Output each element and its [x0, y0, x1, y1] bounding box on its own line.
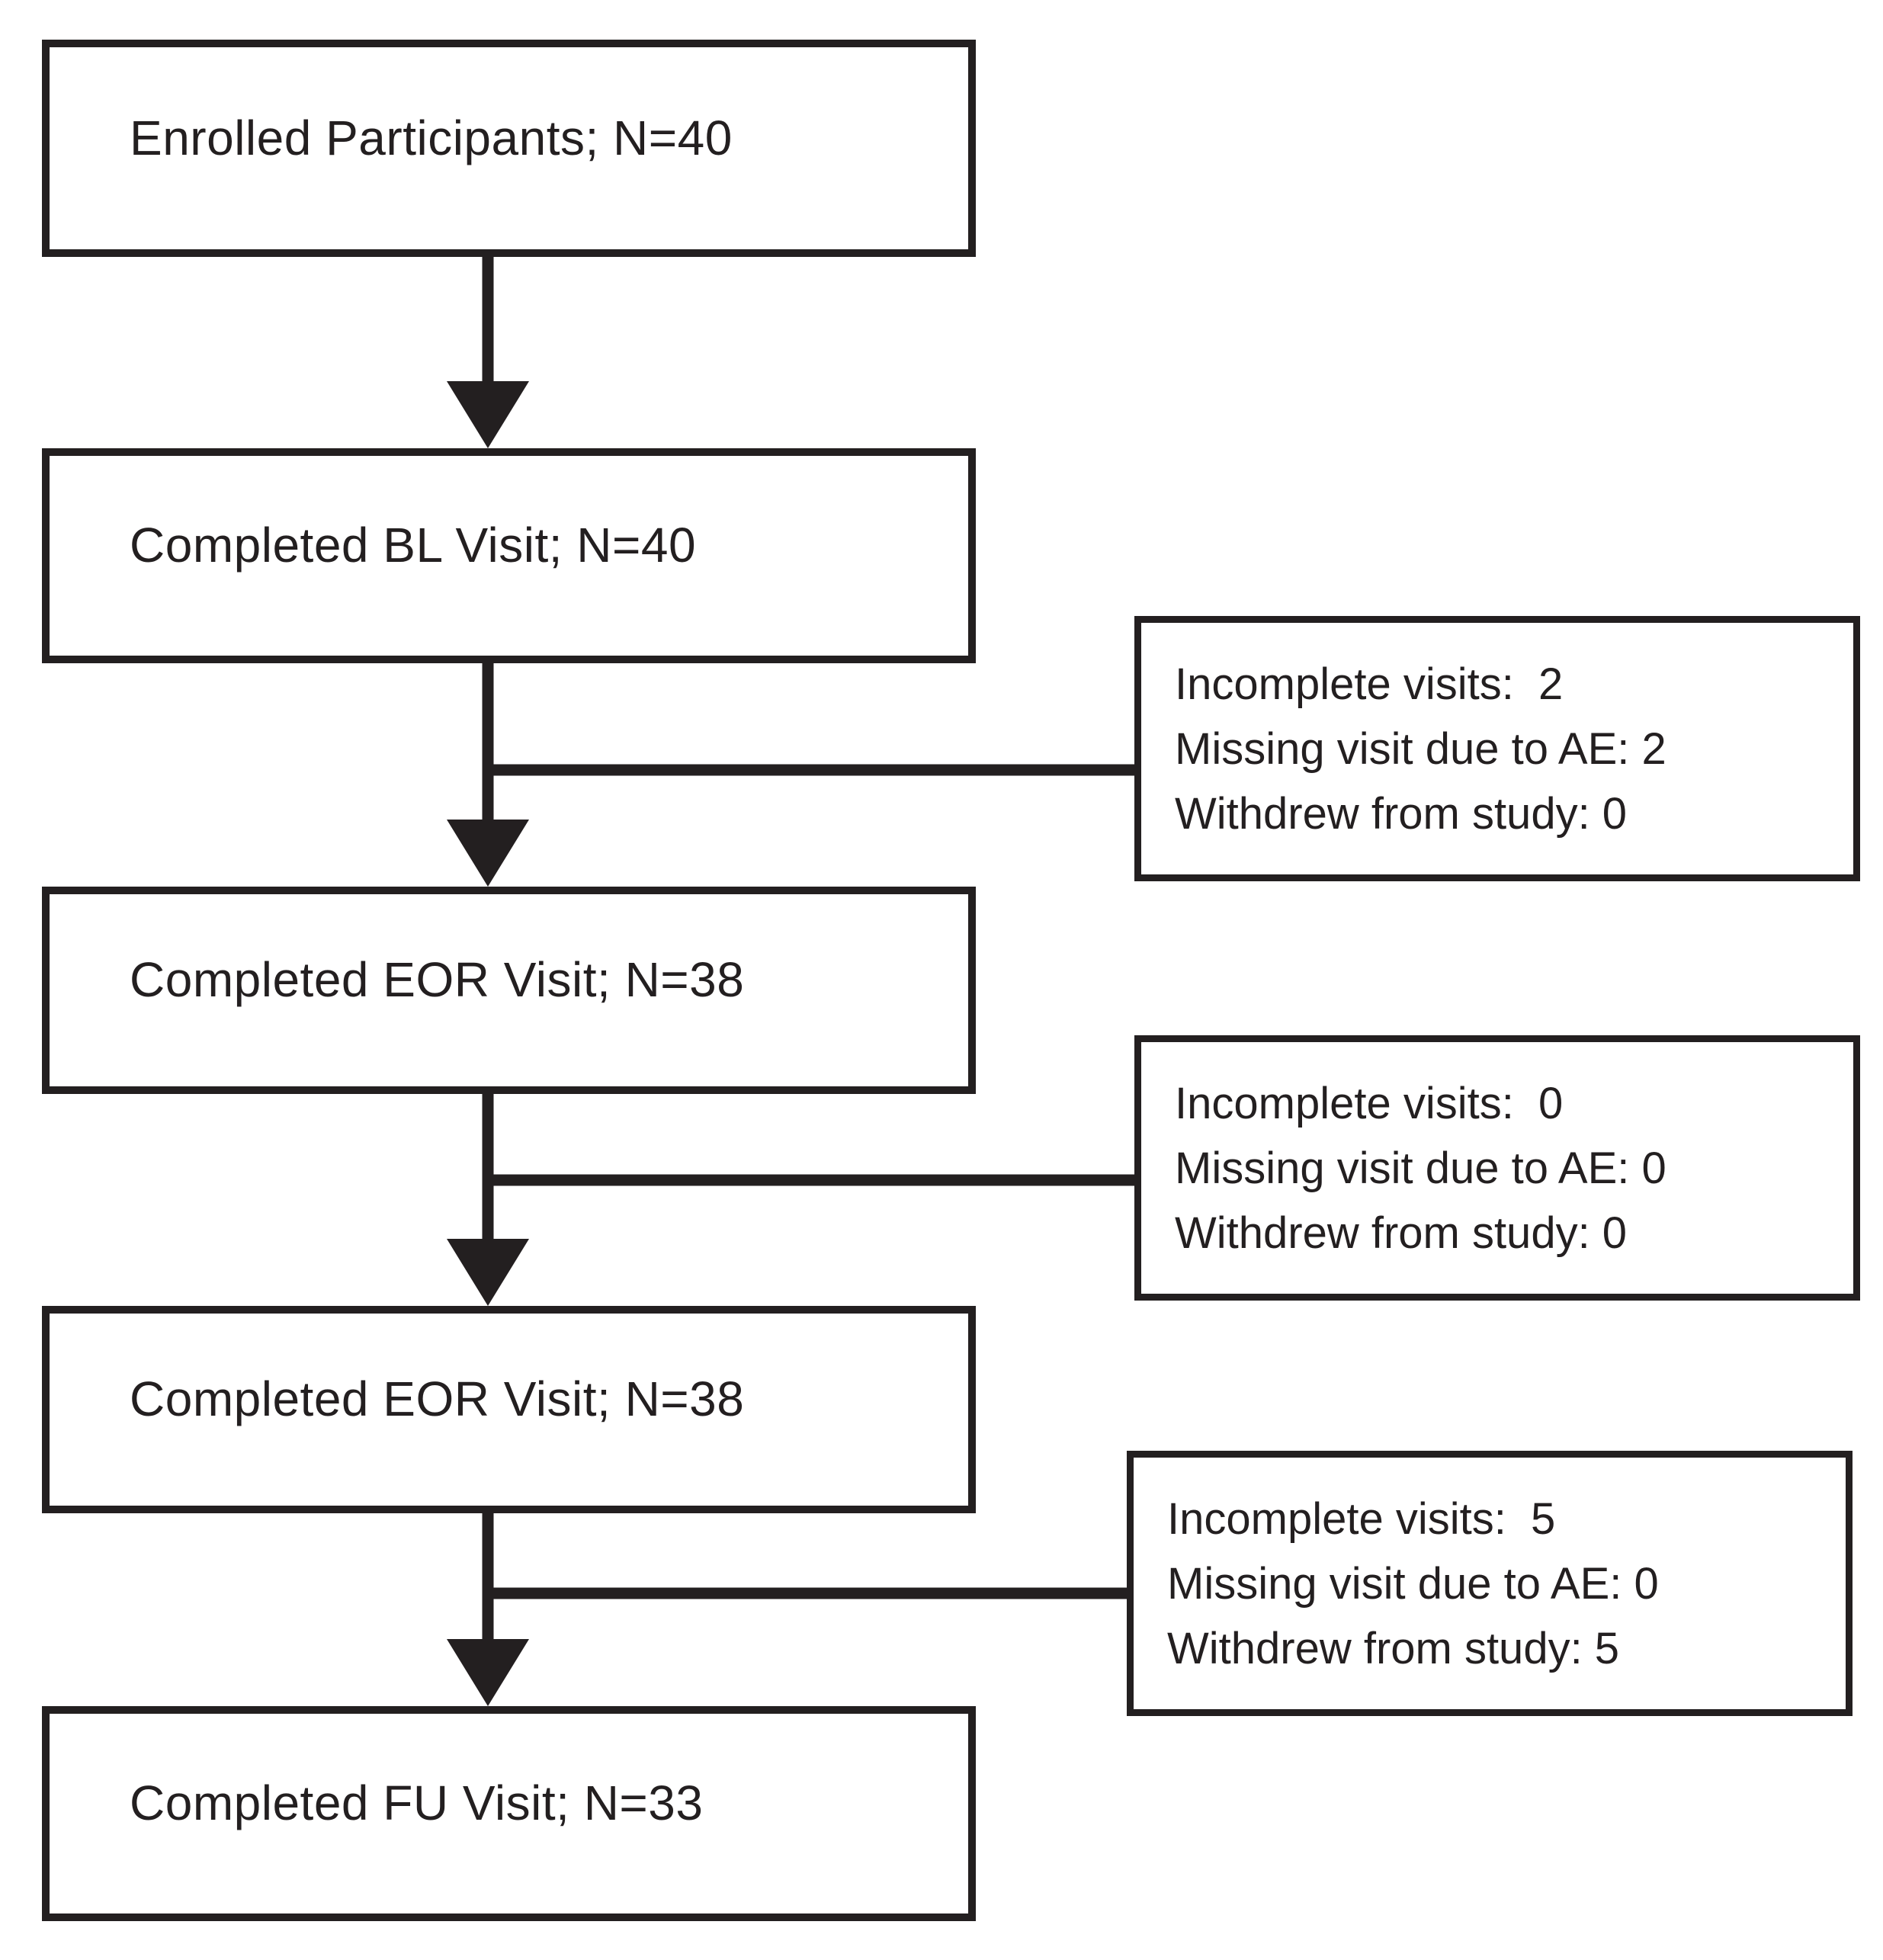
flow-box-eor-visit-1-label: Completed EOR Visit; N=38: [130, 952, 745, 1007]
flow-box-bl-visit-label: Completed BL Visit; N=40: [130, 518, 697, 573]
arrow-head-1: [447, 381, 529, 448]
side-box-1-line-2: Missing visit due to AE: 2: [1175, 723, 1666, 774]
side-box-2-line-1: Incomplete visits: 0: [1175, 1078, 1564, 1128]
side-box-1-line-3: Withdrew from study: 0: [1175, 788, 1628, 839]
flow-box-enrolled-label: Enrolled Participants; N=40: [130, 110, 733, 165]
arrow-head-4: [447, 1639, 529, 1706]
flow-box-fu-visit: [42, 1706, 976, 1921]
side-box-dropout-3: [1127, 1451, 1853, 1716]
side-box-3-line-3: Withdrew from study: 5: [1167, 1623, 1620, 1673]
flow-box-fu-visit-label: Completed FU Visit; N=33: [130, 1776, 704, 1830]
side-box-1-line-1: Incomplete visits: 2: [1175, 659, 1564, 709]
side-box-3-line-1: Incomplete visits: 5: [1167, 1493, 1556, 1544]
side-box-dropout-1: [1134, 616, 1860, 881]
flow-box-eor-visit-2: [42, 1306, 976, 1513]
flow-box-eor-visit-2-label: Completed EOR Visit; N=38: [130, 1371, 745, 1426]
arrow-head-2: [447, 820, 529, 887]
flow-box-eor-visit-1: [42, 887, 976, 1094]
side-box-dropout-2: [1134, 1035, 1860, 1301]
side-box-3-line-2: Missing visit due to AE: 0: [1167, 1558, 1659, 1609]
side-box-2-line-2: Missing visit due to AE: 0: [1175, 1143, 1666, 1193]
side-box-2-line-3: Withdrew from study: 0: [1175, 1208, 1628, 1258]
flow-box-enrolled: [42, 40, 976, 257]
flow-box-bl-visit: [42, 448, 976, 663]
arrow-head-3: [447, 1239, 529, 1306]
